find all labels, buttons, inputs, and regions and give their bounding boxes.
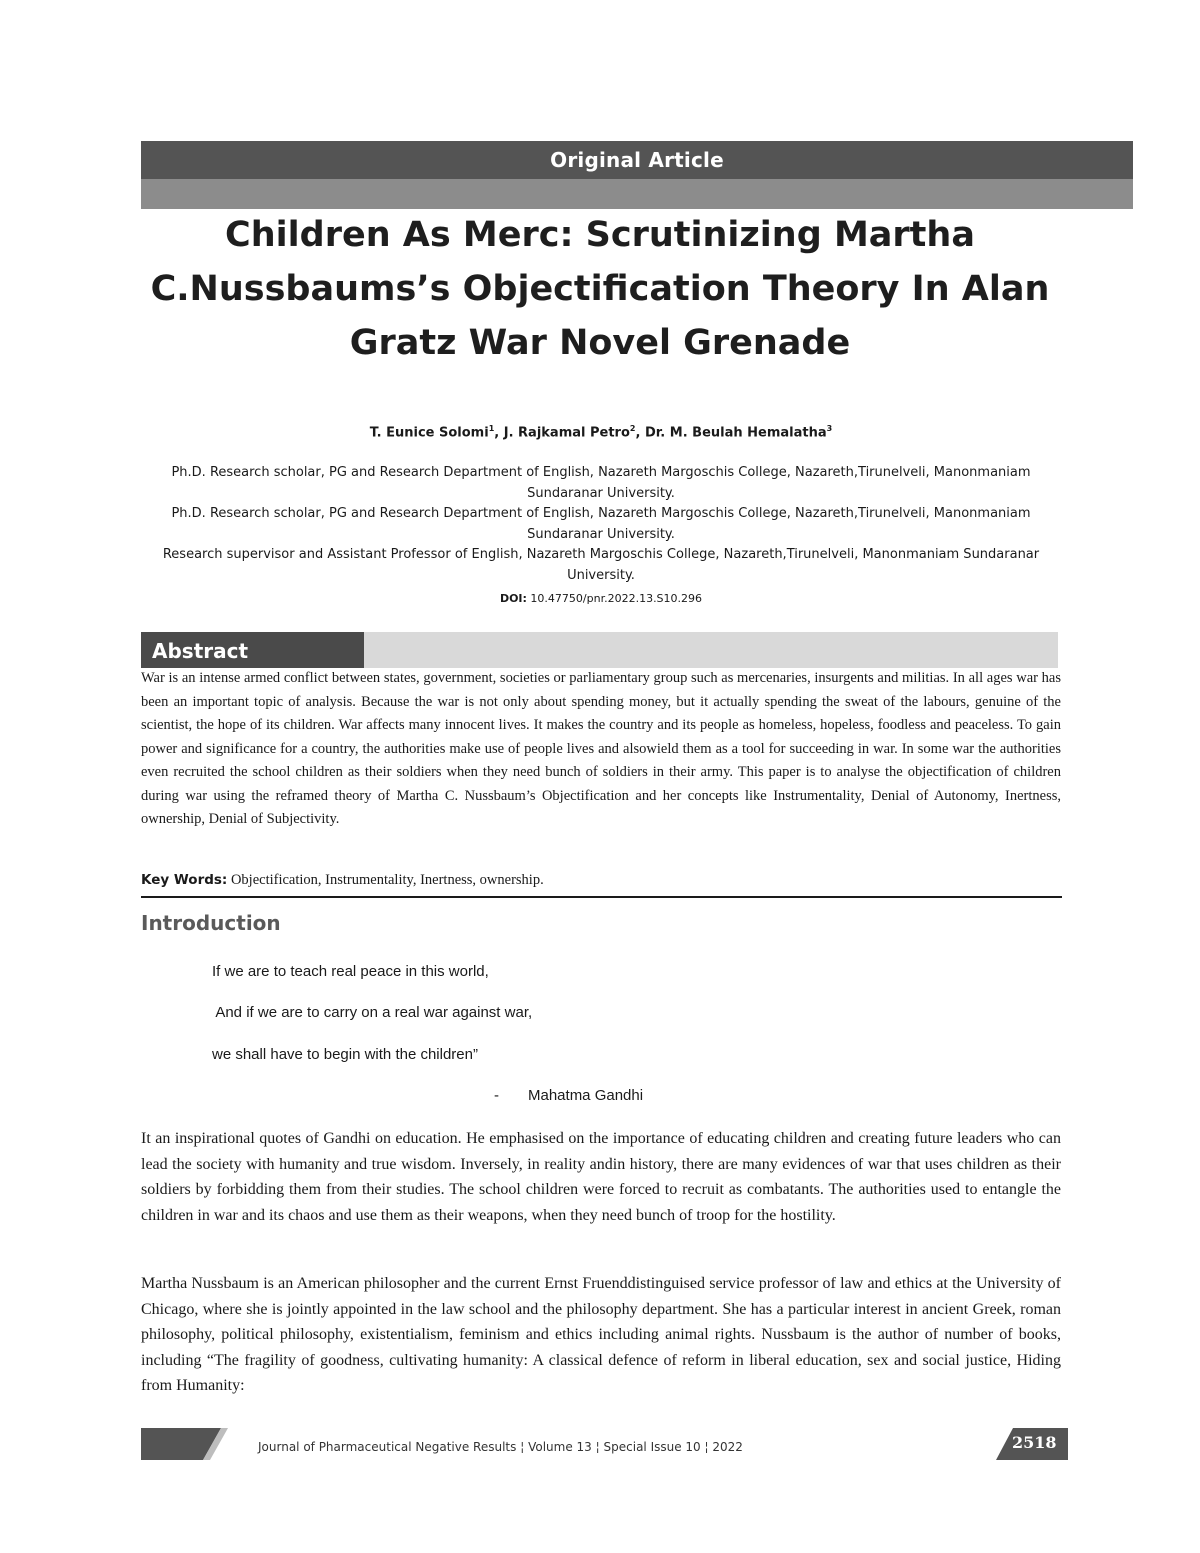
journal-footer (258, 1440, 743, 1454)
footer-separator: ¦ (595, 1440, 600, 1454)
doi-label: DOI: (499, 592, 527, 605)
author-affiliation-mark: 3 (826, 424, 833, 433)
author-list: T. Eunice Solomi$^1$, J. Rajkamal Petro$^2$, Dr. M. Beulah Hemalatha$^3$ (369, 424, 833, 441)
page-number: 2518 (1012, 1433, 1057, 1452)
journal-issue: Special Issue 10 (603, 1440, 701, 1454)
section-divider (141, 896, 1062, 898)
affiliation: Ph.D. Research scholar, PG and Research Department of English, Nazareth Margoschis College, Nazareth,Tirunelveli, Manonmaniam Sundaranar University. (171, 506, 1031, 542)
banner-stripe (141, 179, 1133, 209)
author-name: T. Eunice Solomi (369, 425, 489, 441)
footer-separator: ¦ (520, 1440, 525, 1454)
affiliation: Ph.D. Research scholar, PG and Research Department of English, Nazareth Margoschis College, Nazareth,Tirunelveli, Manonmaniam Sundaranar University. (171, 465, 1031, 501)
quote-line: And if we are to carry on a real war against war, (212, 1004, 533, 1021)
author-affiliation-mark: 1 (488, 424, 495, 433)
affiliation-list (141, 463, 1061, 586)
attribution-dash: - (494, 1087, 499, 1104)
author-affiliation-mark: 2 (629, 424, 636, 433)
doi (141, 592, 1061, 605)
author-name: Dr. M. Beulah Hemalatha (644, 425, 827, 441)
abstract-heading: Abstract (141, 632, 364, 668)
quote-line: we shall have to begin with the children” (212, 1046, 478, 1063)
author-name: J. Rajkamal Petro (503, 425, 630, 441)
footer-separator: ¦ (704, 1440, 709, 1454)
journal-year: 2022 (712, 1440, 743, 1454)
keywords-label: Key Words: (141, 872, 228, 888)
doi-link[interactable]: 10.47750/pnr.2022.13.S10.296 (530, 592, 703, 605)
keywords-value: Objectification, Instrumentality, Inertness, ownership. (230, 872, 544, 888)
abstract-text: War is an intense armed conflict between states, government, societies or parliamentary group such as mercenaries, insurgents and militias. In all ages war has been an important topic of analysis. Because the war is not only about spending money, but it actually spending the sweat of the labours, genuine of the scientist, the hope of its children. War affects many innocent lives. It makes the country and its people as homeless, hopeless, foodless and peaceless. To gain power and significance for a country, the authorities make use of people lives and alsowield them as a tool for succeeding in war. In some war the authorities even recruited the school children as their soldiers when they need bunch of soldiers in their army. This paper is to analyse the objectification of children during war using the reframed theory of Martha C. Nussbaum’s Objectification and her concepts like Instrumentality, Denial of Autonomy, Inertness, ownership, Denial of Subjectivity. (141, 670, 1061, 827)
introduction-heading: Introduction (141, 911, 281, 935)
keywords (141, 872, 1061, 889)
abstract-header (141, 632, 1058, 668)
quote-author: Mahatma Gandhi (528, 1087, 644, 1104)
title-line: Children As Merc: Scrutinizing Martha (225, 215, 975, 255)
title-line: C.Nussbaums’s Objectification Theory In Alan (150, 269, 1050, 309)
article-type-banner: Original Article (141, 141, 1133, 179)
title-line: Gratz War Novel Grenade (349, 323, 851, 363)
affiliation: Research supervisor and Assistant Professor of English, Nazareth Margoschis College, Nazareth,Tirunelveli, Manonmaniam Sundaranar University. (162, 547, 1040, 583)
quote-attribution (494, 1087, 643, 1104)
body-paragraph: It an inspirational quotes of Gandhi on education. He emphasised on the importance of educating children and creating future leaders who can lead the society with humanity and true wisdom. Inversely, in reality andin history, there are many evidences of war that uses children as their soldiers by forbidding them from their studies. The school children were forced to recruit as combatants. The authorities used to entangle the children in war and its chaos and use them as their weapons, when they need bunch of troop for the hostility. (141, 1130, 1061, 1224)
body-paragraph: Martha Nussbaum is an American philosopher and the current Ernst Fruenddistinguised service professor of law and ethics at the University of Chicago, where she is jointly appointed in the law school and the philosophy department. She has a particular interest in ancient Greek, roman philosophy, political philosophy, existentialism, feminism and ethics including animal rights. Nussbaum is the author of number of books, including “The fragility of goodness, cultivating humanity: A classical defence of reform in liberal education, sex and social justice, Hiding from Humanity: (141, 1275, 1061, 1394)
journal-name: Journal of Pharmaceutical Negative Results (258, 1440, 517, 1454)
journal-volume: Volume 13 (528, 1440, 592, 1454)
paper-title (120, 208, 1080, 370)
quote-line: If we are to teach real peace in this world, (212, 963, 489, 980)
